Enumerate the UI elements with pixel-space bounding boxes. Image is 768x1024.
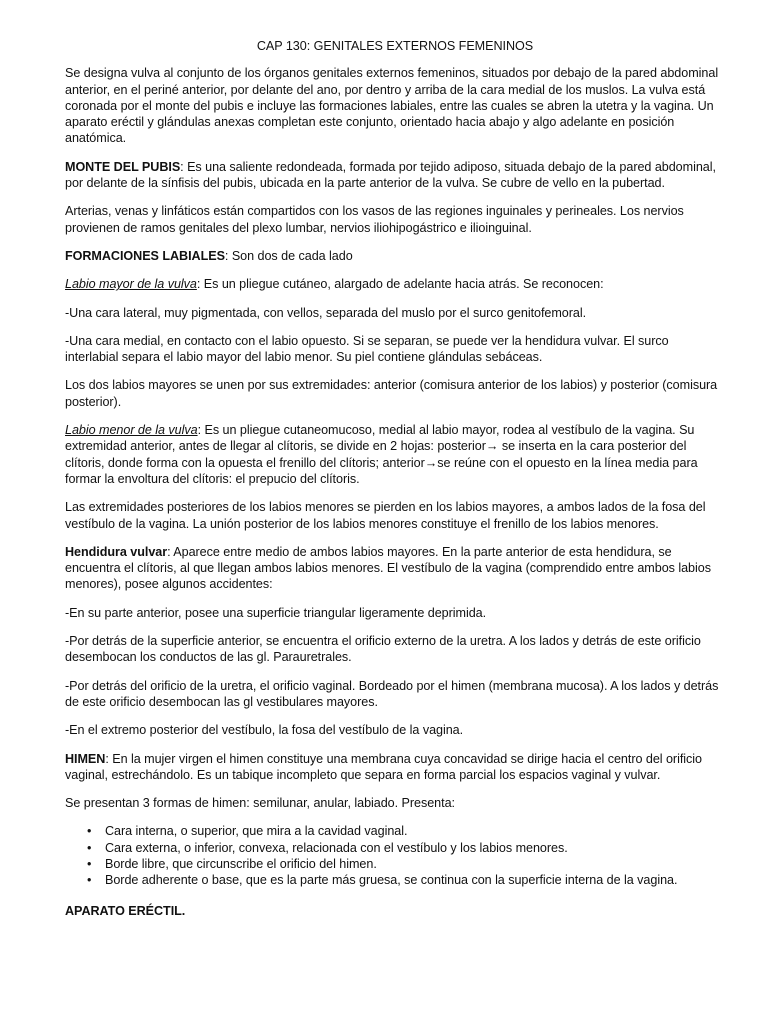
accidente-4-paragraph: -En el extremo posterior del vestíbulo, la fosa del vestíbulo de la vagina. [65,723,464,738]
extremidades-paragraph: Las extremidades posteriores de los labios menores se pierden en los labios mayores, a ambos lados de la fosa del vestíbulo de la vagina. La unión posterior de los labios menores constituye el frenillo de los labios menores. [65,500,706,531]
formaciones-paragraph [65,248,725,264]
accidente-1-paragraph: -En su parte anterior, posee una superficie triangular ligeramente deprimida. [65,605,487,620]
labio-menor-paragraph [65,422,725,487]
list-item-text: Borde libre, que circunscribe el orificio del himen. [105,856,377,871]
bullet-icon: • [87,873,92,888]
formaciones-heading: FORMACIONES LABIALES [65,248,225,263]
labio-menor-text: : Es un pliegue cutaneomucoso, medial al labio mayor, rodea al vestíbulo de la vagina. Su extremidad anterior, antes de llegar al clítoris, se divide en 2 hojas: posterior→ se inserta en la cara posterior del clítoris, donde forma con la opuesta el frenillo del clítoris; anterior→se reúne con el opuesto en la línea media para formar la envoltura del clítoris: el prepucio del clítoris. [65,423,698,486]
bullet-icon: • [87,840,92,855]
himen-bullet-list [65,823,725,888]
document-title: CAP 130: GENITALES EXTERNOS FEMENINOS [256,39,534,53]
list-item-text: Cara interna, o superior, que mira a la cavidad vaginal. [105,824,408,839]
document-page [65,38,725,931]
himen-paragraph [65,751,725,784]
formaciones-text: : Son dos de cada lado [224,248,353,263]
himen-heading: HIMEN [65,751,106,766]
accidente-2-paragraph: -Por detrás de la superficie anterior, se encuentra el orificio externo de la uretra. A los lados y detrás de este orificio desembocan los conductos de las gl. Parauretrales. [65,634,701,665]
cara-lateral-paragraph: -Una cara lateral, muy pigmentada, con vellos, separada del muslo por el surco genitofemoral. [65,305,587,320]
list-item-text: Borde adherente o base, que es la parte más gruesa, se continua con la superficie interna de la vagina. [105,873,678,888]
list-item [65,823,725,839]
labio-mayor-heading: Labio mayor de la vulva [65,277,197,292]
labios-unen-paragraph: Los dos labios mayores se unen por sus extremidades: anterior (comisura anterior de los labios) y posterior (comisura posterior). [65,378,718,409]
himen-text: : En la mujer virgen el himen constituye una membrana cuya concavidad se dirige hacia el centro del orificio vaginal, estrechándolo. Es un tabique incompleto que separa en forma parcial los espacios vaginal y vulvar. [65,751,702,782]
hendidura-paragraph [65,544,725,593]
hendidura-text: : Aparece entre medio de ambos labios mayores. En la parte anterior de esta hendidura, se encuentra el clítoris, al que llegan ambos labios menores. El vestíbulo de la vagina (comprendido entre ambos labios menores), posee algunos accidentes: [65,544,711,592]
monte-pubis-paragraph [65,159,725,192]
hendidura-heading: Hendidura vulvar [65,544,168,559]
list-item [65,872,725,888]
bullet-icon: • [87,824,92,839]
bullet-icon: • [87,856,92,871]
cara-medial-paragraph: -Una cara medial, en contacto con el labio opuesto. Si se separan, se puede ver la hendidura vulvar. El surco interlabial separa el labio mayor del labio menor. Su piel contiene glándulas sebáceas. [65,333,669,365]
labio-mayor-text: : Es un pliegue cutáneo, alargado de adelante hacia atrás. Se reconocen: [196,277,604,292]
intro-paragraph: Se designa vulva al conjunto de los órganos genitales externos femeninos, situados por debajo de la pared abdominal anterior, en el periné anterior, por delante del ano, por dentro y arriba de la cara medial de los muslos. La vulva está coronada por el monte del pubis e incluye las formaciones labiales, entre las cuales se abren la utetra y la vagina. Un aparato eréctil y glándulas anexas completan este conjunto, orientado hacia abajo y algo adelante en posición anatómica. [65,66,719,146]
monte-pubis-heading: MONTE DEL PUBIS [65,159,181,174]
list-item [65,840,725,856]
accidente-3-paragraph: -Por detrás del orificio de la uretra, el orificio vaginal. Bordeado por el himen (membrana mucosa). A los lados y detrás de este orificio desembocan las gl vestibulares mayores. [65,678,719,709]
formas-paragraph: Se presentan 3 formas de himen: semilunar, anular, labiado. Presenta: [65,796,455,811]
list-item-text: Cara externa, o inferior, convexa, relacionada con el vestíbulo y los labios menores. [105,840,568,855]
arterias-paragraph: Arterias, venas y linfáticos están compartidos con los vasos de las regiones inguinales y perineales. Los nervios provienen de ramos genitales del plexo lumbar, nervios iliohipogástrico e ilioinguinal. [65,204,684,235]
labio-menor-heading: Labio menor de la vulva [65,423,198,438]
aparato-erectil-heading: APARATO ERÉCTIL. [65,903,186,918]
monte-pubis-text: : Es una saliente redondeada, formada por tejido adiposo, situada debajo de la pared abdominal, por delante de la sínfisis del pubis, ubicada en la parte anterior de la vulva. Se cubre de vello en la pubertad. [65,159,716,191]
labio-mayor-paragraph [65,276,725,292]
list-item [65,856,725,872]
